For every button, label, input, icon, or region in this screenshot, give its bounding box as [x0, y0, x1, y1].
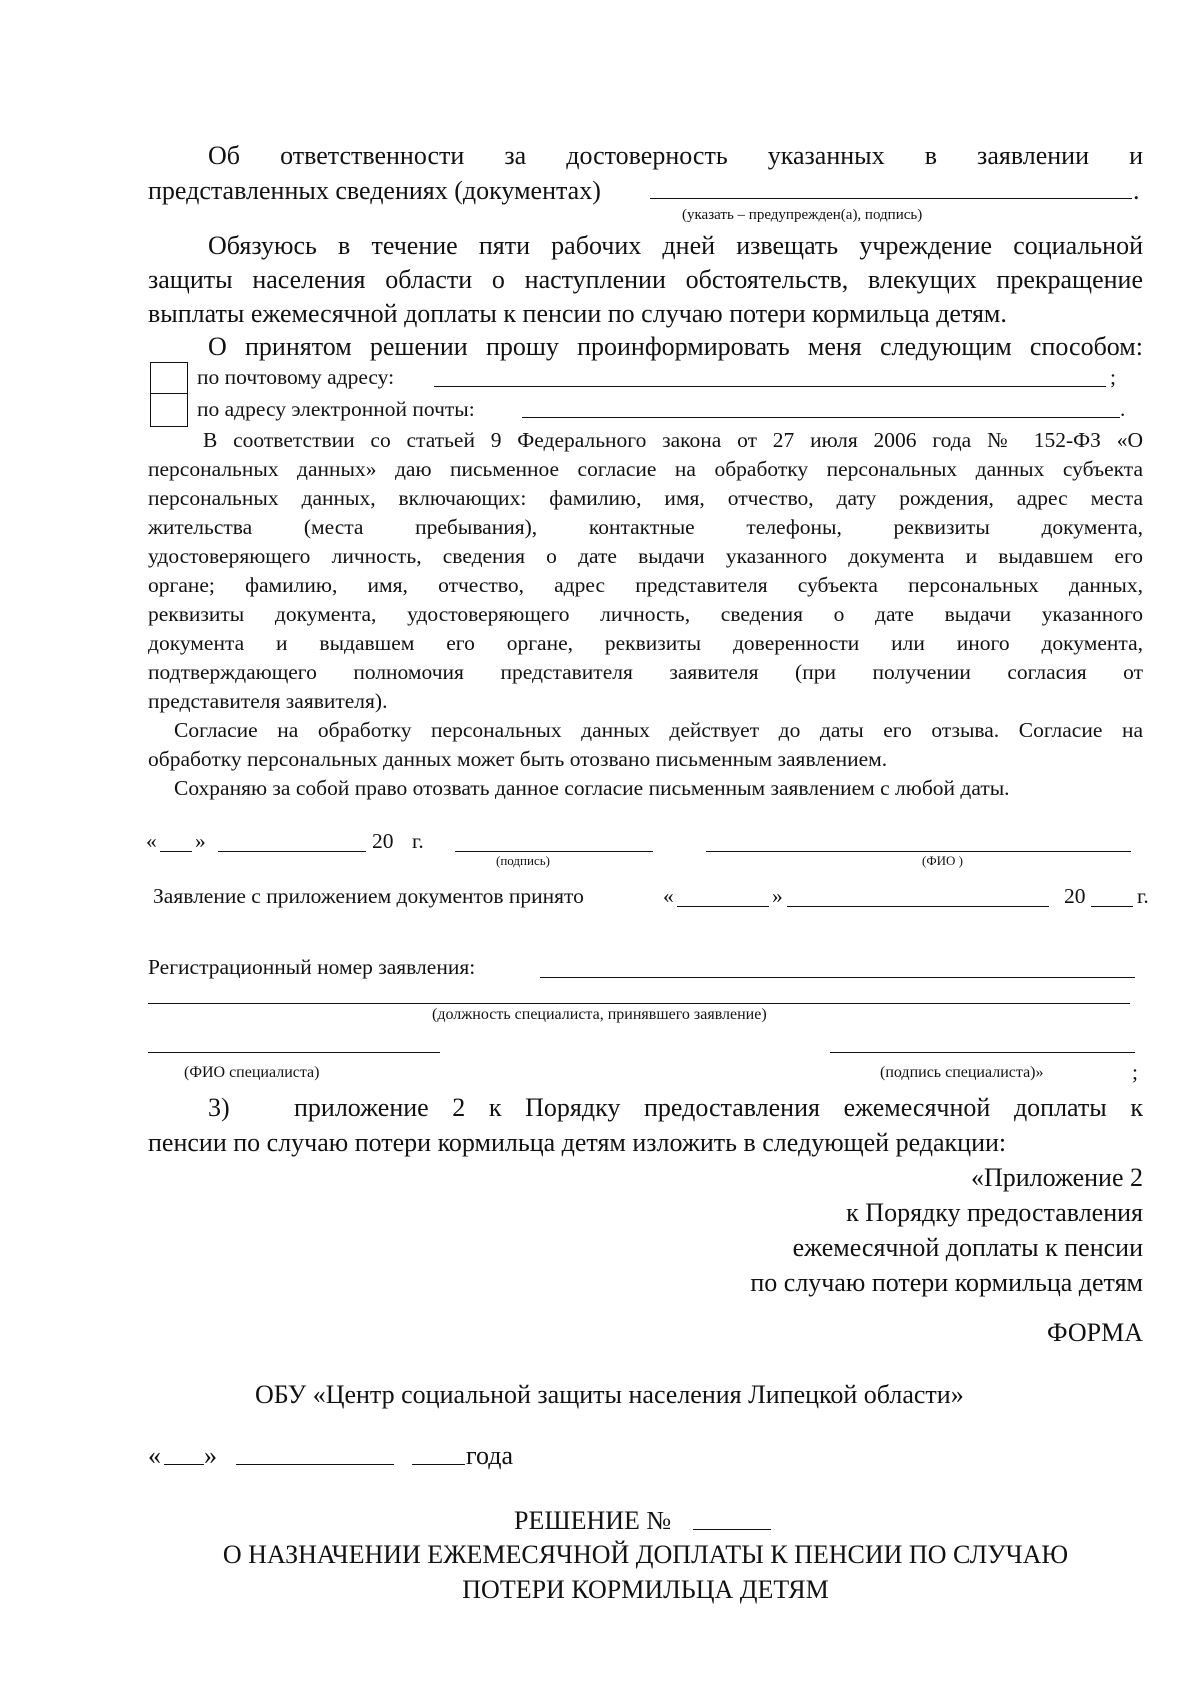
consent-line-8: документа и выдавшем его органе, реквизиты доверенности или иного документа,	[148, 631, 1143, 655]
registration-number-line[interactable]	[540, 977, 1135, 978]
responsibility-line-2: представленных сведениях (документах)	[148, 176, 601, 205]
postal-address-line[interactable]	[434, 386, 1106, 387]
responsibility-line-end: .	[1133, 176, 1140, 205]
specialist-signature-hint: (подпись специалиста)»	[880, 1064, 1044, 1081]
specialist-fio-line[interactable]	[148, 1052, 440, 1053]
acceptance-day-line[interactable]	[677, 906, 769, 907]
appendix-line-2: к Порядку предоставления	[846, 1198, 1143, 1227]
appendix-line-1: «Приложение 2	[970, 1163, 1143, 1192]
consent-line-5: удостоверяющего личность, сведения о дате выдачи указанного документа и выдавшем его	[148, 544, 1143, 568]
notify-method-line: О принятом решении прошу проинформировать меня следующим способом:	[208, 332, 1143, 361]
acceptance-date-open: «	[663, 884, 674, 908]
applicant-signature-hint: (подпись)	[496, 853, 550, 868]
applicant-date-open: «	[146, 829, 157, 853]
acceptance-month-line[interactable]	[787, 906, 1049, 907]
applicant-signature-line[interactable]	[455, 851, 653, 852]
item-3-line-1: приложение 2 к Порядку предоставления ежемесячной доплаты к	[294, 1093, 1143, 1122]
decision-title-line-2: ПОТЕРИ КОРМИЛЬЦА ДЕТЯМ	[462, 1575, 829, 1604]
responsibility-line-1: Об ответственности за достоверность указанных в заявлении и	[208, 141, 1143, 170]
item-3-number: 3)	[208, 1093, 230, 1122]
decision-number-label: РЕШЕНИЕ №	[514, 1506, 672, 1535]
decision-title-line-1: О НАЗНАЧЕНИИ ЕЖЕМЕСЯЧНОЙ ДОПЛАТЫ К ПЕНСИИ ПО СЛУЧАЮ	[222, 1540, 1069, 1569]
applicant-fio-line[interactable]	[706, 851, 1131, 852]
decision-number-line[interactable]	[693, 1529, 771, 1530]
email-checkbox[interactable]	[150, 393, 188, 427]
acceptance-label: Заявление с приложением документов принято	[153, 884, 584, 908]
consent-line-10: представителя заявителя).	[148, 689, 388, 713]
appendix-line-4: по случаю потери кормильца детям	[750, 1268, 1143, 1297]
consent-validity-line-1: Согласие на обработку персональных данных действует до даты его отзыва. Согласие на	[174, 718, 1143, 742]
consent-line-4: жительства (места пребывания), контактные телефоны, реквизиты документа,	[148, 515, 1143, 539]
applicant-fio-hint: (ФИО )	[922, 853, 963, 868]
decision-month-line[interactable]	[236, 1464, 394, 1465]
email-option-end: .	[1120, 397, 1126, 421]
consent-line-2: персональных данных» даю письменное согласие на обработку персональных данных субъекта	[148, 457, 1143, 481]
specialist-signature-line[interactable]	[830, 1052, 1135, 1053]
decision-date-open: «	[148, 1441, 161, 1470]
applicant-month-line[interactable]	[218, 851, 366, 852]
decision-year-suffix: года	[466, 1441, 514, 1470]
obligation-line-2: защиты населения области о наступлении обстоятельств, влекущих прекращение	[148, 265, 1143, 294]
specialist-fio-hint: (ФИО специалиста)	[184, 1064, 320, 1081]
acceptance-date-close: »	[772, 884, 783, 908]
appendix-line-3: ежемесячной доплаты к пенсии	[792, 1233, 1143, 1262]
applicant-year-suffix: г.	[412, 829, 424, 853]
decision-year-line[interactable]	[412, 1464, 465, 1465]
applicant-date-close: »	[195, 829, 206, 853]
postal-option-label: по почтовому адресу:	[197, 365, 395, 389]
responsibility-hint: (указать – предупрежден(а), подпись)	[682, 207, 923, 223]
consent-line-3: персональных данных, включающих: фамилию, имя, отчество, дату рождения, адрес места	[148, 486, 1143, 510]
specialist-position-hint: (должность специалиста, принявшего заявление)	[432, 1006, 767, 1023]
registration-label: Регистрационный номер заявления:	[148, 955, 476, 979]
email-option-label: по адресу электронной почты:	[197, 397, 475, 421]
acceptance-year-line[interactable]	[1091, 906, 1133, 907]
obligation-line-1: Обязуюсь в течение пяти рабочих дней извещать учреждение социальной	[208, 231, 1143, 260]
email-address-line[interactable]	[522, 417, 1120, 418]
specialist-position-line[interactable]	[148, 1003, 1130, 1004]
consent-line-1: В соответствии со статьей 9 Федерального закона от 27 июля 2006 года № 152-ФЗ «О	[203, 428, 1143, 452]
organization-name: ОБУ «Центр социальной защиты населения Липецкой области»	[255, 1380, 964, 1409]
consent-line-7: реквизиты документа, удостоверяющего личность, сведения о дате выдачи указанного	[148, 602, 1143, 626]
applicant-year: 20	[372, 829, 394, 853]
consent-line-9: подтверждающего полномочия представителя заявителя (при получении согласия от	[148, 660, 1143, 684]
consent-validity-line-2: обработку персональных данных может быть отозвано письменным заявлением.	[148, 747, 888, 771]
specialist-signature-end: ;	[1132, 1060, 1138, 1084]
obligation-line-3: выплаты ежемесячной доплаты к пенсии по случаю потери кормильца детям.	[148, 299, 1007, 328]
acceptance-year: 20	[1064, 884, 1086, 908]
form-label: ФОРМА	[1047, 1318, 1143, 1347]
decision-date-close: »	[204, 1441, 217, 1470]
applicant-day-line[interactable]	[160, 851, 192, 852]
consent-line-6: органе; фамилию, имя, отчество, адрес представителя субъекта персональных данных,	[148, 573, 1143, 597]
postal-option-end: ;	[1110, 365, 1116, 389]
acceptance-year-suffix: г.	[1137, 884, 1149, 908]
decision-day-line[interactable]	[164, 1464, 204, 1465]
consent-revoke-line: Сохраняю за собой право отозвать данное согласие письменным заявлением с любой даты.	[174, 776, 1010, 800]
responsibility-signature-line[interactable]	[650, 198, 1132, 199]
postal-checkbox[interactable]	[150, 362, 188, 396]
item-3-line-2: пенсии по случаю потери кормильца детям изложить в следующей редакции:	[148, 1128, 1007, 1157]
